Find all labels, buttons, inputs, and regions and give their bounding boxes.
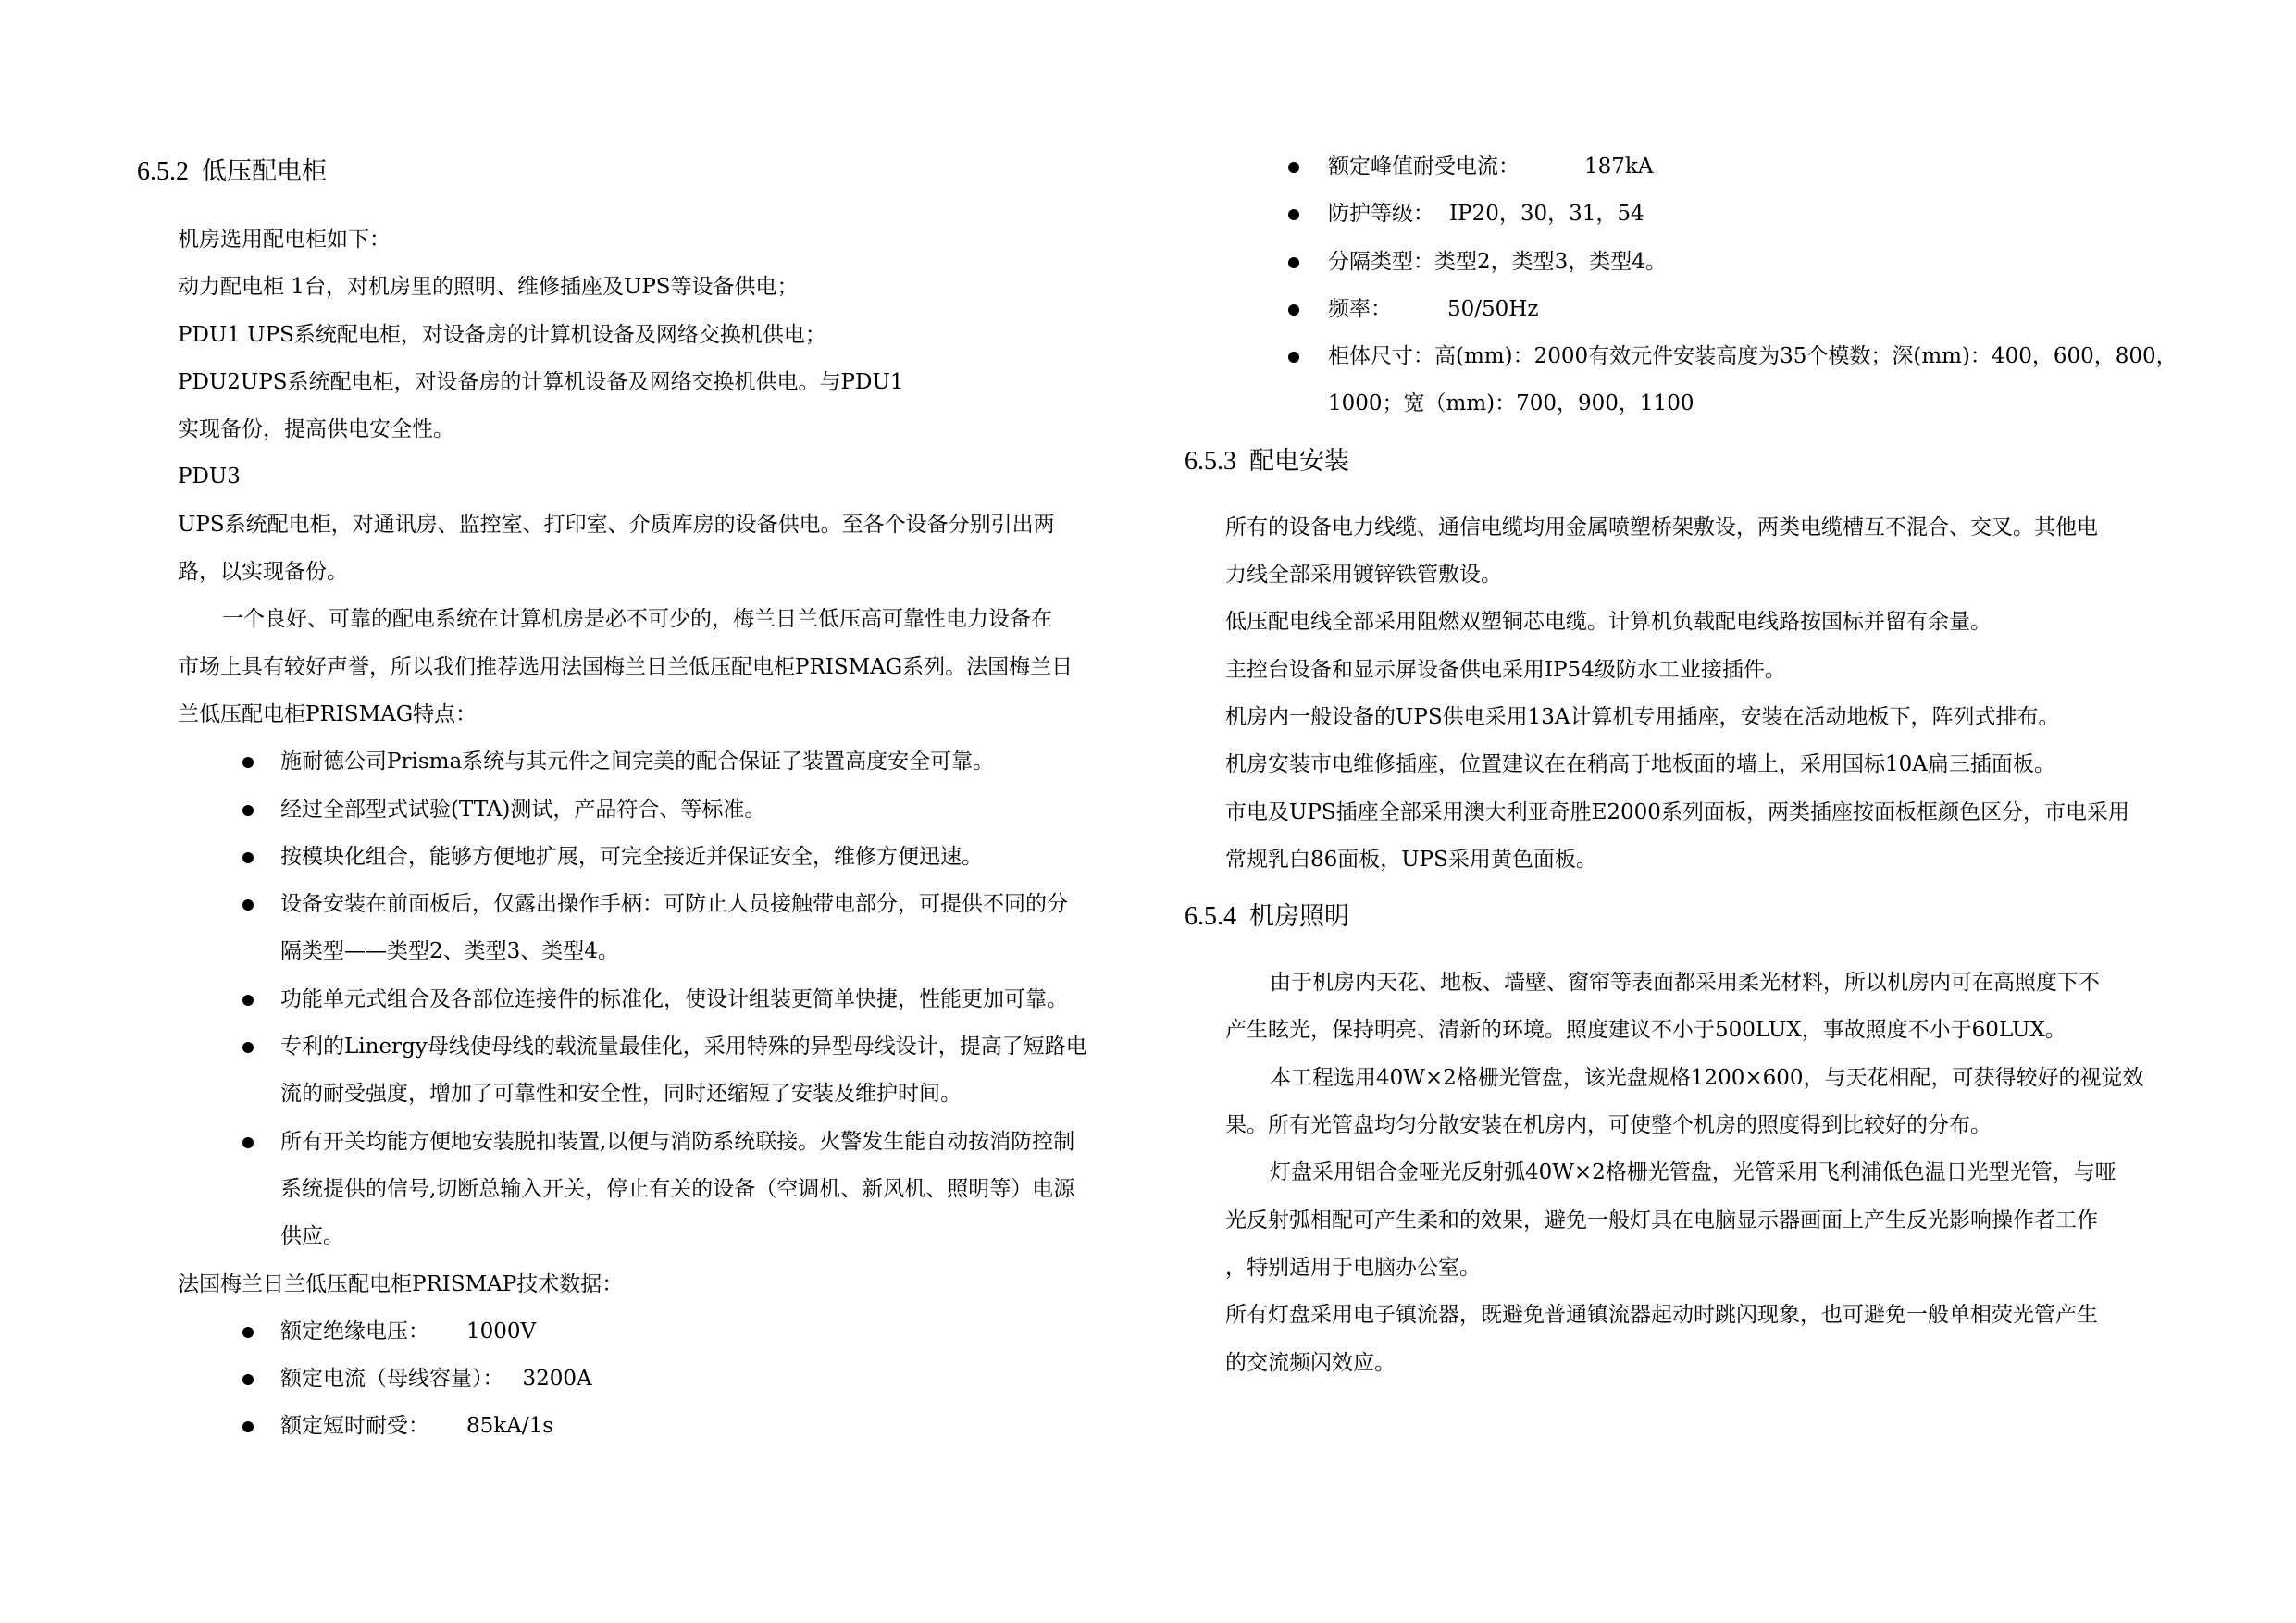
tech-value: IP20，30，31，54 — [1449, 202, 1644, 227]
feature-item — [137, 881, 1164, 976]
lighting-block — [1185, 960, 2221, 1387]
cabinet-size-line: 柜体尺寸：高(mm)：2000有效元件安装高度为35个模数；深(mm)：400，600，800， — [1328, 344, 2178, 369]
install-line: 机房安装市电维修插座，位置建议在在稍高于地板面的墙上，采用国标10A扁三插面板。 — [1225, 752, 2055, 777]
lighting-line: ，特别适用于电脑办公室。 — [1225, 1255, 1481, 1280]
section-heading-6-5-2 — [137, 148, 1164, 196]
intro-line: 实现备份，提高供电安全性。 — [178, 417, 454, 442]
bullet-icon — [242, 852, 254, 863]
feature-text: 经过全部型式试验(TTA)测试，产品符合、等标准。 — [280, 797, 766, 822]
install-line: 机房内一般设备的UPS供电采用13A计算机专用插座，安装在活动地板下，阵列式排布。 — [1225, 704, 2060, 729]
tech-label: 额定短时耐受： — [280, 1414, 429, 1439]
bullet-icon — [242, 1374, 254, 1385]
tech-item — [1185, 286, 2221, 333]
feature-text: 流的耐受强度，增加了可靠性和安全性，同时还缩短了安装及维护时间。 — [280, 1082, 962, 1107]
tech-value: 类型2，类型3，类型4。 — [1434, 249, 1667, 274]
feature-text: 按模块化组合，能够方便地扩展，可完全接近并保证安全，维修方便迅速。 — [280, 844, 983, 869]
tech-label: 频率： — [1328, 296, 1392, 321]
install-line: 力线全部采用镀锌铁管敷设。 — [1225, 563, 1502, 588]
bullet-icon — [242, 1421, 254, 1432]
lighting-line: 由于机房内天花、地板、墙壁、窗帘等表面都采用柔光材料，所以机房内可在高照度下不 — [1270, 971, 2100, 996]
bullet-icon — [1288, 257, 1299, 268]
paragraph-line: 一个良好、可靠的配电系统在计算机房是必不可少的，梅兰日兰低压高可靠性电力设备在 — [222, 607, 1052, 632]
tech-item — [137, 1308, 1164, 1356]
bullet-icon — [242, 1327, 254, 1338]
paragraph-line: 兰低压配电柜PRISMAG特点： — [178, 701, 478, 726]
lighting-line: 光反射弧相配可产生柔和的效果，避免一般灯具在电脑显示器画面上产生反光影响操作者工作 — [1225, 1208, 2098, 1233]
bullet-icon — [1288, 209, 1299, 220]
lighting-line: 所有灯盘采用电子镇流器，既避免普通镇流器起动时跳闪现象，也可避免一般单相荧光管产生 — [1225, 1303, 2098, 1328]
feature-text: 设备安装在前面板后，仅露出操作手柄：可防止人员接触带电部分，可提供不同的分 — [280, 892, 1068, 917]
tech-data-title: 法国梅兰日兰低压配电柜PRISMAP技术数据： — [178, 1271, 624, 1296]
section-title: 低压配电柜 — [202, 157, 327, 186]
intro-line: UPS系统配电柜，对通讯房、监控室、打印室、介质库房的设备供电。至各个设备分别引出两 — [178, 512, 1055, 537]
tech-value: 50/50Hz — [1447, 296, 1539, 321]
cabinet-size-line: 1000；宽（mm)：700，900，1100 — [1328, 391, 1694, 416]
tech-value: 187kA — [1584, 155, 1654, 179]
lighting-line: 灯盘采用铝合金哑光反射弧40W×2格栅光管盘，光管采用飞利浦低色温日光型光管，与哑 — [1270, 1160, 2116, 1185]
intro-line: PDU2UPS系统配电柜，对设备房的计算机设备及网络交换机供电。与PDU1 — [178, 369, 904, 394]
feature-text: 专利的Linergy母线使母线的载流量最佳化，采用特殊的异型母线设计，提高了短路电 — [280, 1035, 1087, 1059]
section-heading-6-5-4 — [1185, 893, 2221, 941]
feature-item — [137, 834, 1164, 881]
tech-item — [1185, 239, 2221, 286]
tech-value: 85kA/1s — [466, 1414, 553, 1439]
feature-text: 施耐德公司Prisma系统与其元件之间完美的配合保证了装置高度安全可靠。 — [280, 750, 995, 774]
feature-item — [137, 1023, 1164, 1119]
section-heading-6-5-3 — [1185, 438, 2221, 486]
install-block — [1185, 504, 2221, 884]
feature-item — [137, 738, 1164, 786]
bullet-icon — [242, 805, 254, 816]
section-number: 6.5.2 — [137, 157, 189, 186]
feature-text: 系统提供的信号,切断总输入开关，停止有关的设备（空调机、新风机、照明等）电源 — [280, 1176, 1075, 1201]
bullet-icon — [1288, 304, 1299, 316]
tech-label: 额定绝缘电压： — [280, 1319, 429, 1344]
tech-title-block — [137, 1261, 1164, 1308]
tech-item — [1185, 191, 2221, 238]
section-number: 6.5.3 — [1185, 446, 1236, 476]
feature-item — [137, 1119, 1164, 1261]
lighting-line: 产生眩光，保持明亮、清新的环境。照度建议不小于500LUX，事故照度不小于60LUX。 — [1225, 1018, 2066, 1043]
install-line: 市电及UPS插座全部采用澳大利亚奇胜E2000系列面板，两类插座按面板框颜色区分，市电采用 — [1225, 799, 2129, 824]
tech-label: 额定电流（母线容量）： — [280, 1367, 504, 1392]
install-line: 主控台设备和显示屏设备供电采用IP54级防水工业接插件。 — [1225, 657, 1786, 682]
feature-text: 隔类型——类型2、类型3、类型4。 — [280, 939, 619, 964]
paragraph-line: 市场上具有较好声誉，所以我们推荐选用法国梅兰日兰低压配电柜PRISMAG系列。法国梅兰日 — [178, 654, 1074, 679]
section-number: 6.5.4 — [1185, 902, 1236, 932]
tech-item — [137, 1403, 1164, 1450]
intro-line: PDU1 UPS系统配电柜，对设备房的计算机设备及网络交换机供电； — [178, 322, 826, 347]
tech-item — [1185, 333, 2221, 428]
tech-value: 3200A — [522, 1367, 592, 1392]
left-column — [137, 148, 1164, 1451]
lighting-line: 的交流频闪效应。 — [1225, 1350, 1396, 1375]
intro-line: 动力配电柜 1台，对机房里的照明、维修插座及UPS等设备供电； — [178, 275, 799, 300]
feature-text: 供应。 — [280, 1224, 344, 1249]
tech-label: 防护等级： — [1328, 202, 1434, 227]
intro-line: PDU3 — [178, 465, 241, 489]
bullet-icon — [242, 1042, 254, 1053]
lighting-line: 本工程选用40W×2格栅光管盘，该光盘规格1200×600，与天花相配，可获得较好的视觉效 — [1270, 1065, 2144, 1090]
feature-list — [137, 738, 1164, 1260]
intro-line: 机房选用配电柜如下： — [178, 228, 391, 252]
tech-value: 1000V — [466, 1319, 537, 1344]
feature-text: 功能单元式组合及各部位连接件的标准化，使设计组装更简单快捷，性能更加可靠。 — [280, 986, 1068, 1011]
feature-item — [137, 787, 1164, 834]
tech-item — [1185, 143, 2221, 191]
bullet-icon — [242, 1137, 254, 1148]
bullet-icon — [242, 995, 254, 1006]
tech-label: 分隔类型： — [1328, 249, 1434, 274]
tech-list-right — [1185, 143, 2221, 428]
install-line: 低压配电线全部采用阻燃双塑铜芯电缆。计算机负载配电线路按国标并留有余量。 — [1225, 610, 1992, 635]
tech-label: 额定峰值耐受电流： — [1328, 155, 1520, 179]
bullet-icon — [1288, 352, 1299, 363]
feature-text: 所有开关均能方便地安装脱扣装置,以便与消防系统联接。火警发生能自动按消防控制 — [280, 1129, 1075, 1154]
section-title: 配电安装 — [1249, 446, 1349, 476]
intro-line: 路，以实现备份。 — [178, 560, 348, 585]
install-line: 常规乳白86面板，UPS采用黄色面板。 — [1225, 847, 1597, 872]
install-line: 所有的设备电力线缆、通信电缆均用金属喷塑桥架敷设，两类电缆槽互不混合、交叉。其他电 — [1225, 514, 2098, 539]
tech-item — [137, 1356, 1164, 1403]
section-title: 机房照明 — [1249, 902, 1349, 932]
feature-item — [137, 976, 1164, 1023]
bullet-icon — [242, 757, 254, 768]
bullet-icon — [1288, 162, 1299, 173]
right-column — [1185, 143, 2221, 1387]
lighting-line: 果。所有光管盘均匀分散安装在机房内，可使整个机房的照度得到比较好的分布。 — [1225, 1113, 1992, 1138]
bullet-icon — [242, 899, 254, 911]
intro-block — [137, 217, 1164, 738]
tech-list-left — [137, 1308, 1164, 1451]
